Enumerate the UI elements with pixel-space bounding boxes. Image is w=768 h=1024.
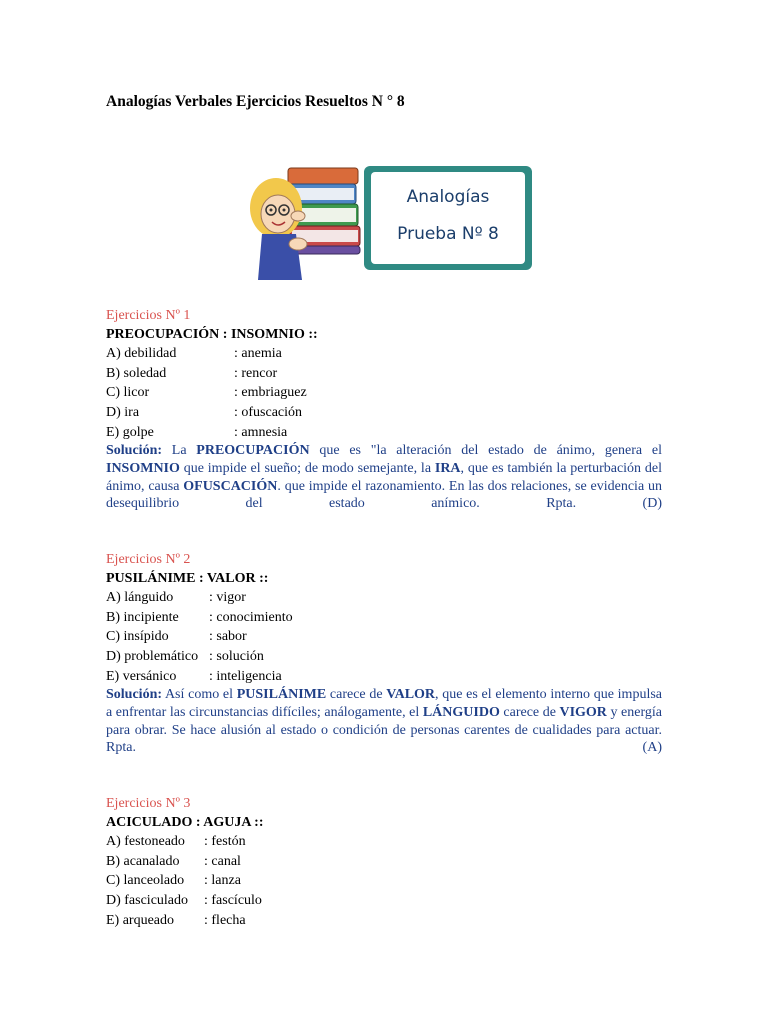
- option-e: E) golpe : amnesia: [106, 424, 288, 440]
- exercise-header: Ejercicios Nº 1: [106, 308, 191, 323]
- option-c: C) licor : embriaguez: [106, 385, 307, 401]
- exercise-stem: PREOCUPACIÓN : INSOMNIO ::: [106, 327, 318, 342]
- exercise-header: Ejercicios Nº 2: [106, 552, 191, 567]
- option-a: A) festoneado : festón: [106, 834, 246, 849]
- option-b: B) acanalado : canal: [106, 853, 241, 869]
- banner-line1: Analogías: [406, 187, 490, 207]
- option-e: E) arqueado : flecha: [106, 912, 246, 928]
- option-a: A) lánguido : vigor: [106, 590, 246, 605]
- option-b: B) incipiente : conocimiento: [106, 609, 293, 625]
- option-e: E) versánico : inteligencia: [106, 668, 282, 684]
- solution-text: Solución: La PREOCUPACIÓN que es "la alteración del estado de ánimo, genera el INSOMNIO que impide el sueño; de modo semejante, la IRA, que es también la perturbación del ánimo, causa OFUSCACIÓN. que impide el razonamiento. En las dos relaciones, se evidencia un desequilibrio del estado anímico. Rpta. (D): [106, 443, 662, 512]
- banner-line2: Prueba Nº 8: [397, 224, 499, 244]
- option-d: D) problemático : solución: [106, 649, 264, 665]
- option-c: C) insípido : sabor: [106, 629, 247, 645]
- analogias-illustration: [240, 148, 540, 284]
- banner-board: [364, 166, 532, 270]
- option-a: A) debilidad : anemia: [106, 346, 282, 361]
- exercise-stem: PUSILÁNIME : VALOR ::: [106, 571, 269, 586]
- option-b: B) soledad : rencor: [106, 365, 278, 381]
- option-d: D) fasciculado : fascículo: [106, 893, 262, 909]
- page-title: Analogías Verbales Ejercicios Resueltos N ° 8: [106, 93, 405, 110]
- exercise-3: [106, 794, 662, 930]
- exercise-stem: ACICULADO : AGUJA ::: [106, 815, 264, 830]
- option-c: C) lanceolado : lanza: [106, 873, 241, 889]
- exercise-1: [106, 306, 662, 513]
- option-d: D) ira : ofuscación: [106, 405, 303, 421]
- solution-text: Solución: Así como el PUSILÁNIME carece de VALOR, que es el elemento interno que impulsa a enfrentar las circunstancias difíciles; análogamente, el LÁNGUIDO carece de VIGOR y energía para obrar. Se hace alusión al estado o condición de personas carentes de cualidades para actuar. Rpta. (A): [106, 687, 662, 756]
- exercise-header: Ejercicios Nº 3: [106, 796, 191, 811]
- exercise-2: [106, 550, 662, 757]
